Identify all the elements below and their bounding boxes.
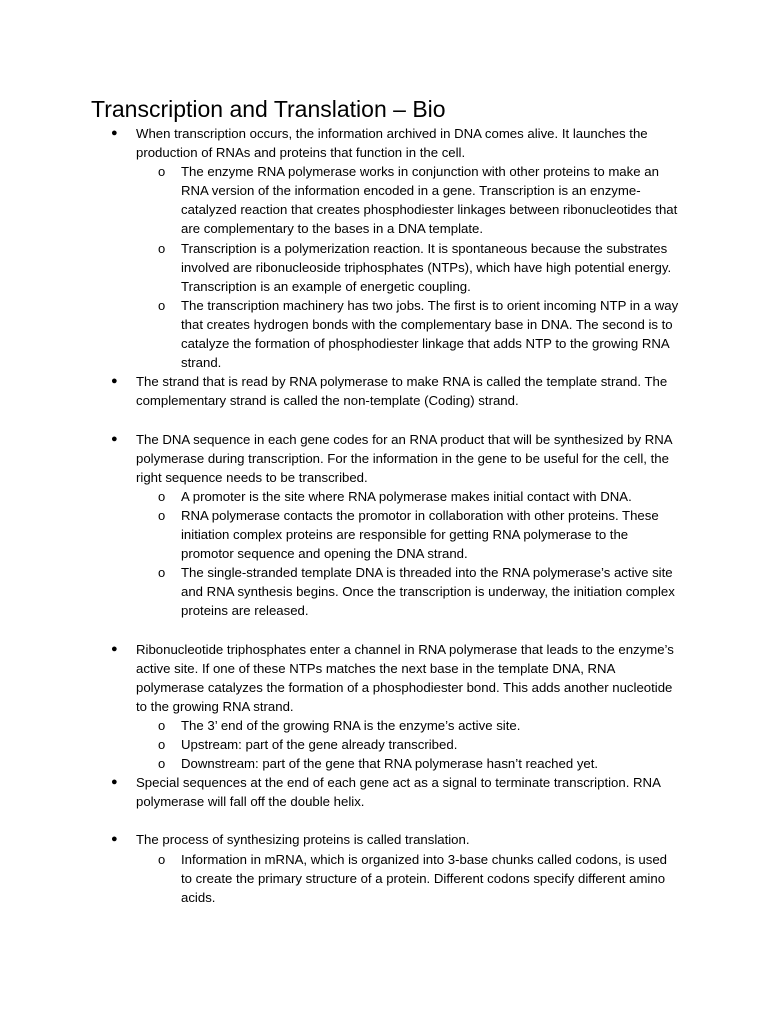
sub-bullet-item [0, 716, 680, 735]
bullet-text: The process of synthesizing proteins is called translation. [136, 832, 470, 848]
document-body [0, 124, 768, 907]
sub-bullet-text: The 3’ end of the growing RNA is the enzyme’s active site. [181, 717, 521, 733]
bullet-marker: ● [111, 642, 118, 655]
sub-bullet-marker: o [158, 240, 166, 256]
sub-bullet-text: Upstream: part of the gene already transcribed. [181, 737, 458, 752]
sub-bullet-marker: o [158, 565, 166, 581]
sub-bullet-item [0, 239, 680, 296]
bullet-item [0, 830, 680, 849]
document-title: Transcription and Translation – Bio [91, 96, 446, 122]
sub-bullet-item [0, 506, 680, 563]
bullet-item [0, 640, 680, 716]
sub-bullet-item [0, 754, 680, 773]
sub-bullet-text: Transcription is a polymerization reaction. It is spontaneous because the substrates involved are ribonucleoside triphosphates (NTPs), which have high potential energy. Transcription is an example of energetic coupling. [181, 240, 672, 294]
sub-bullet-marker: o [158, 851, 166, 867]
sub-bullet-text: The enzyme RNA polymerase works in conjunction with other proteins to make an RNA version of the information encoded in a gene. Transcription is an enzyme-catalyzed reaction that creates phosphodiester linkages between ribonucleotides that are complementary to the bases in a DNA template. [181, 164, 678, 237]
bullet-marker: ● [111, 776, 118, 789]
paragraph-gap [0, 620, 768, 639]
sub-bullet-item [0, 735, 680, 754]
sub-bullet-item [0, 563, 680, 620]
sub-bullet-item [0, 296, 680, 372]
sub-bullet-text: RNA polymerase contacts the promotor in collaboration with other proteins. These initiation complex proteins are responsible for getting RNA polymerase to the promotor sequence and opening the DNA strand. [181, 507, 659, 562]
sub-bullet-marker: o [158, 297, 166, 313]
sub-bullet-marker: o [158, 717, 166, 733]
sub-bullet-marker: o [158, 164, 166, 180]
bullet-item [0, 773, 680, 811]
sub-bullet-item [0, 487, 680, 506]
sub-bullet-marker: o [158, 507, 166, 523]
sub-bullet-item [0, 850, 680, 907]
bullet-item [0, 124, 680, 162]
sub-bullet-text: The single-stranded template DNA is threaded into the RNA polymerase’s active site and RNA synthesis begins. Once the transcription is underway, the initiation complex proteins are released. [181, 565, 675, 619]
bullet-text: The DNA sequence in each gene codes for an RNA product that will be synthesized by RNA polymerase during transcription. For the information in the gene to be useful for the cell, the right sequence needs to be transcribed. [136, 431, 672, 485]
bullet-text: The strand that is read by RNA polymerase to make RNA is called the template strand. The complementary strand is called the non-template (Coding) strand. [136, 374, 668, 409]
bullet-marker: ● [111, 432, 118, 445]
sub-bullet-marker: o [158, 488, 166, 504]
bullet-text: Ribonucleotide triphosphates enter a channel in RNA polymerase that leads to the enzyme’s active site. If one of these NTPs matches the next base in the template DNA, RNA polymerase catalyzes the formation of a phosphodiester bond. This adds another nucleotide to the growing RNA strand. [136, 641, 674, 714]
sub-bullet-marker: o [158, 737, 166, 752]
paragraph-gap [0, 811, 768, 830]
bullet-marker: ● [111, 127, 118, 139]
sub-bullet-text: Downstream: part of the gene that RNA polymerase hasn’t reached yet. [181, 756, 599, 772]
bullet-item [0, 430, 680, 487]
bullet-item [0, 372, 680, 410]
sub-bullet-text: A promoter is the site where RNA polymerase makes initial contact with DNA. [181, 488, 632, 504]
bullet-text: Special sequences at the end of each gene act as a signal to terminate transcription. RNA polymerase will fall off the double helix. [136, 775, 661, 810]
sub-bullet-text: The transcription machinery has two jobs. The first is to orient incoming NTP in a way that creates hydrogen bonds with the complementary base in DNA. The second is to catalyze the formation of phosphodiester linkage that adds NTP to the growing RNA strand. [181, 297, 679, 371]
bullet-marker: ● [111, 833, 118, 846]
paragraph-gap [0, 410, 768, 429]
bullet-text: When transcription occurs, the information archived in DNA comes alive. It launches the production of RNAs and proteins that function in the cell. [136, 126, 648, 161]
sub-bullet-marker: o [158, 756, 166, 772]
bullet-marker: ● [111, 375, 118, 388]
sub-bullet-item [0, 162, 680, 238]
sub-bullet-text: Information in mRNA, which is organized into 3-base chunks called codons, is used to create the primary structure of a protein. Different codons specify different amino acids. [181, 851, 667, 905]
